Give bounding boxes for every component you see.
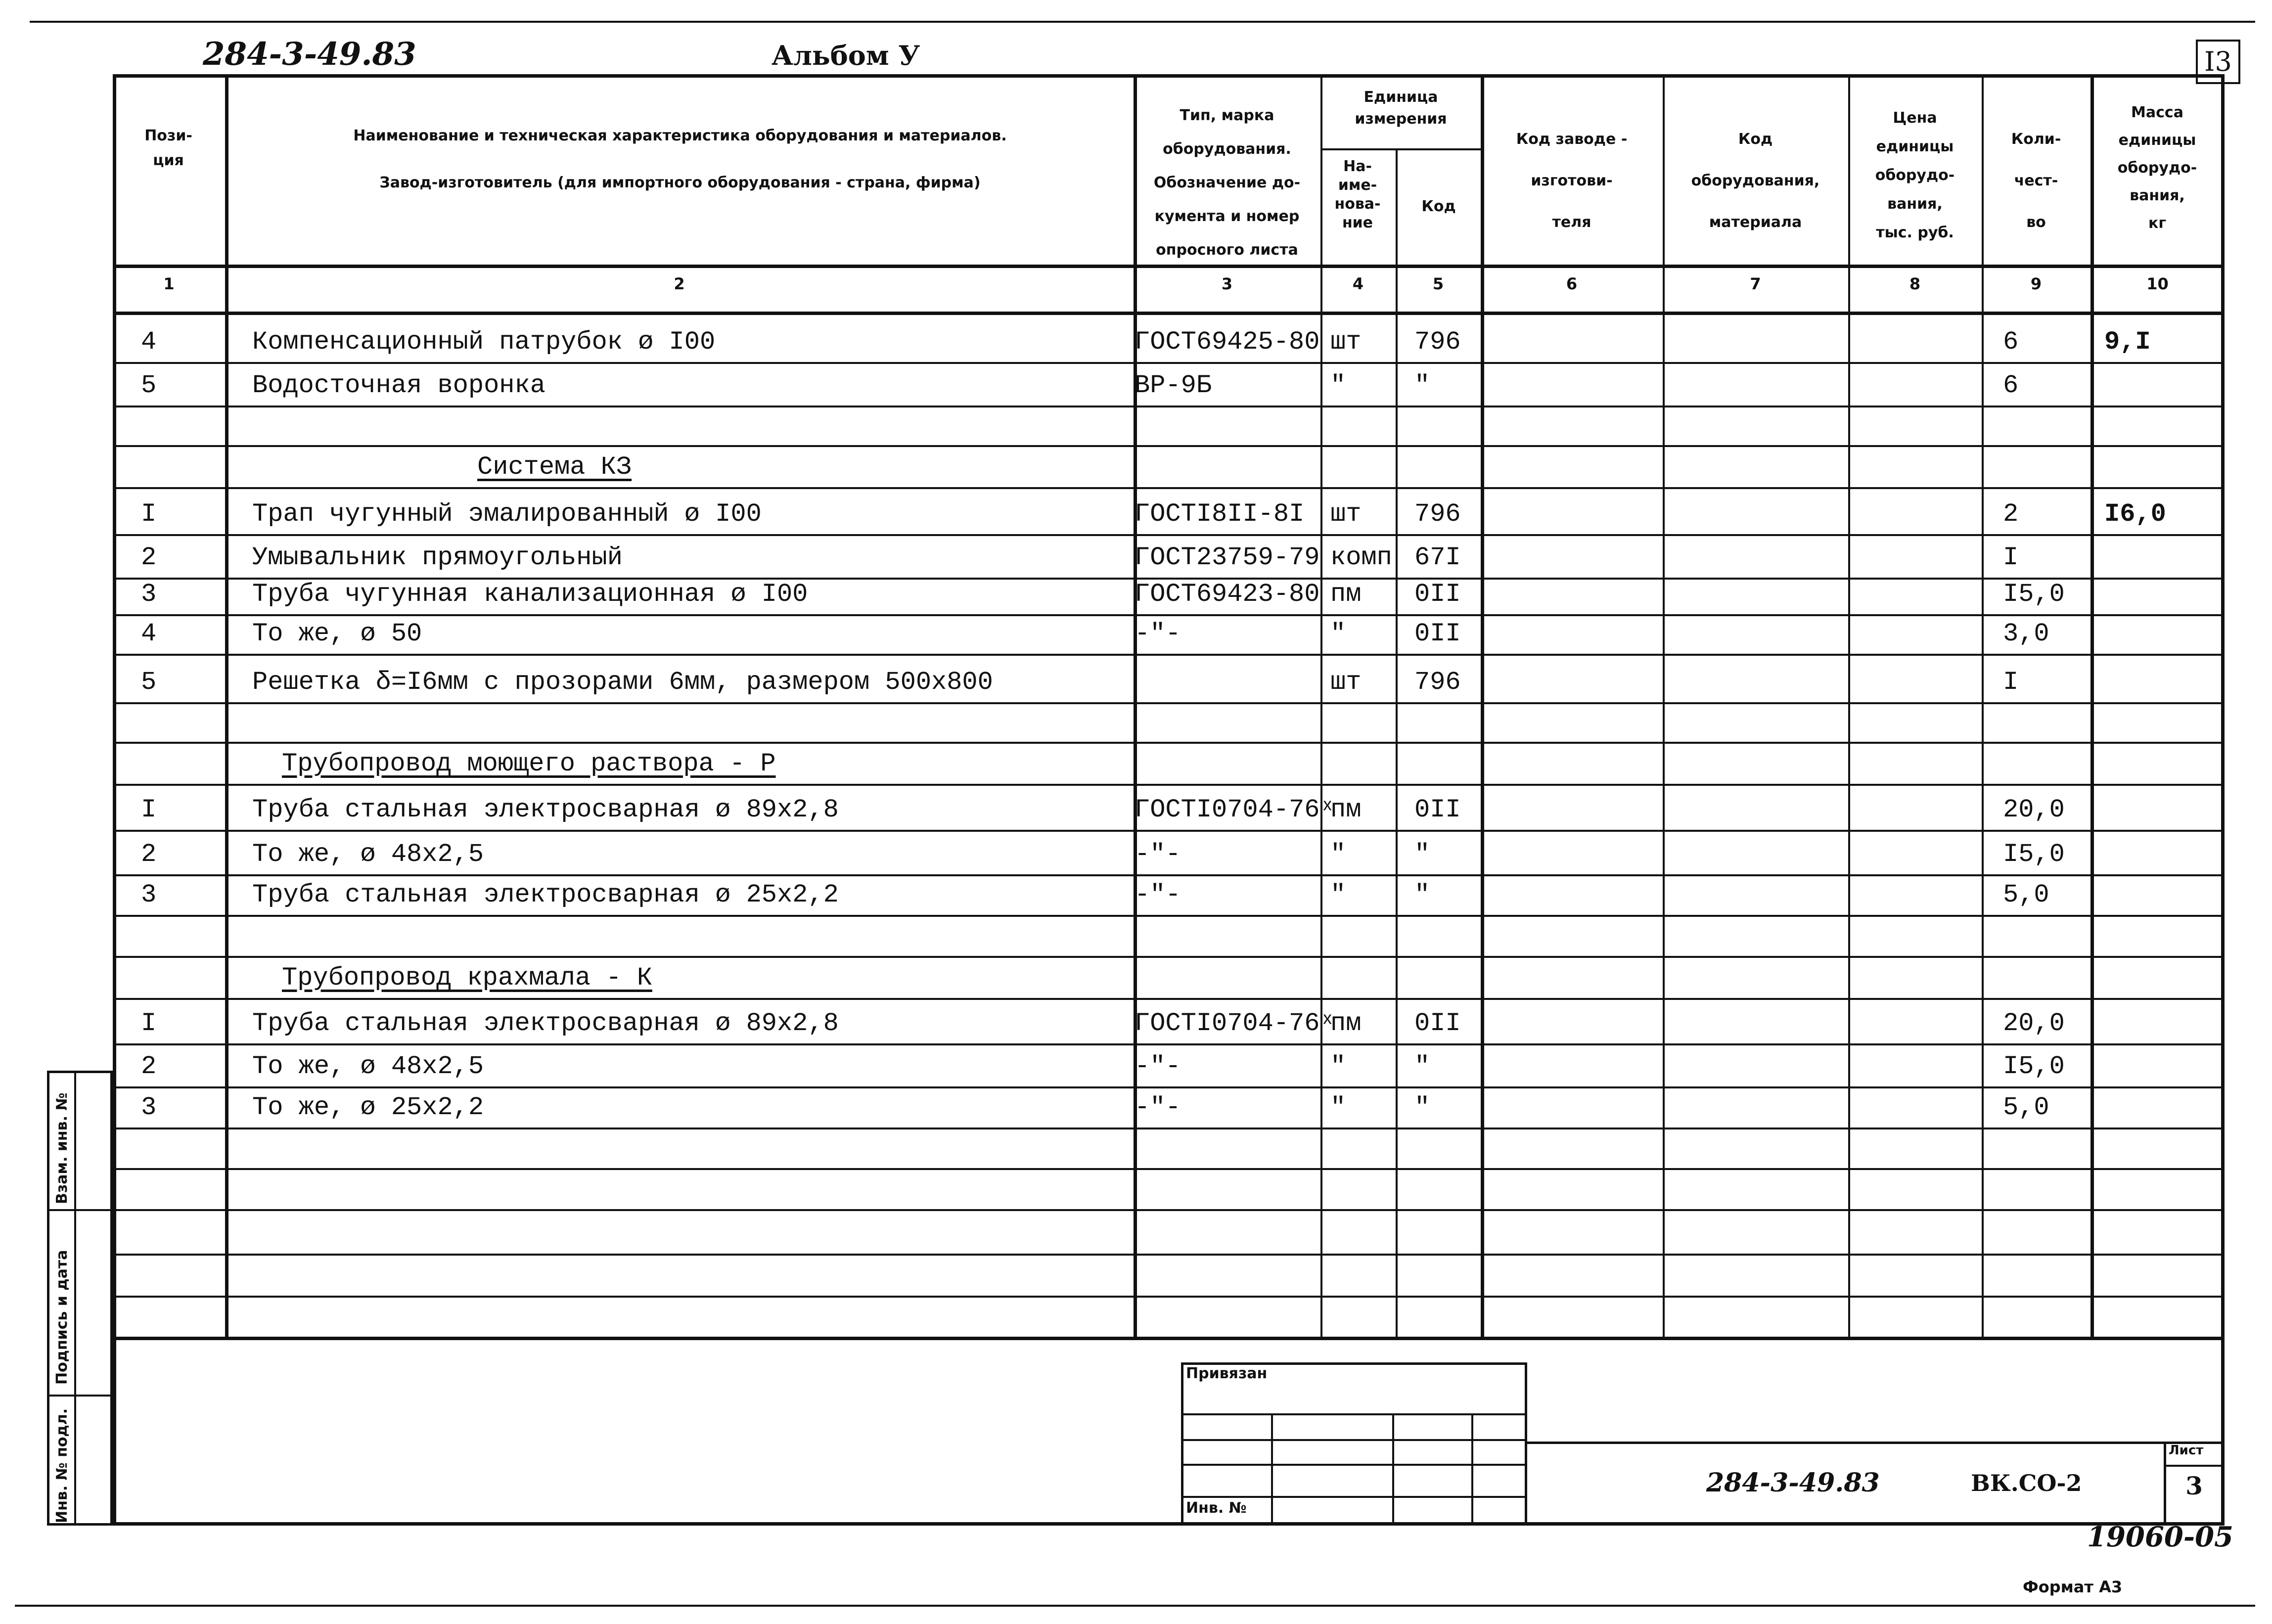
row-line-22	[113, 1254, 2225, 1256]
row-qty: I	[2003, 668, 2019, 697]
column-line-1	[225, 74, 228, 1338]
titleblock-top-line	[1527, 1442, 2225, 1444]
privyazan-vline2	[1392, 1413, 1394, 1526]
row-doc: ГОСТ69425-80	[1135, 327, 1320, 357]
row-name: Труба стальная электросварная ø 25х2,2	[252, 880, 839, 909]
row-line-18	[113, 1086, 2225, 1088]
privyazan-vline3	[1471, 1413, 1473, 1526]
row-position: 3	[141, 880, 157, 909]
row-line-20	[113, 1168, 2225, 1170]
privyazan-line3	[1181, 1464, 1527, 1466]
column-number: 6	[1566, 274, 1578, 293]
side-stamp-sep1	[47, 1209, 113, 1211]
row-line-21	[113, 1209, 2225, 1211]
titleblock-doc-code: 284-3-49.83	[1706, 1468, 1880, 1498]
row-line-11	[113, 784, 2225, 786]
side-label-inv: Инв. № подл.	[53, 1408, 71, 1523]
row-doc: -"-	[1135, 1093, 1181, 1122]
row-line-1	[113, 362, 2225, 364]
column-number: 9	[2030, 274, 2042, 293]
column-number: 10	[2146, 274, 2169, 293]
row-qty: 5,0	[2003, 1093, 2049, 1122]
col3-header: Тип, марка оборудования. Обозначение до- кумента и номер опросного листа	[1153, 107, 1301, 259]
section-heading: Система КЗ	[477, 452, 632, 482]
row-line-23	[113, 1296, 2225, 1298]
side-label-podpis: Подпись и дата	[53, 1250, 71, 1385]
row-qty: I5,0	[2003, 1052, 2065, 1081]
header-bottom-line	[113, 265, 2225, 268]
col1-header: Пози- ция	[144, 127, 192, 169]
bottom-frame	[113, 1338, 2225, 1526]
row-unit: "	[1330, 880, 1346, 909]
format-label: Формат А3	[2023, 1578, 2123, 1596]
row-doc: -"-	[1135, 619, 1181, 648]
row-unit: пм	[1330, 795, 1362, 824]
col6-header: Код заводе - изготови- теля	[1516, 131, 1628, 231]
row-line-15	[113, 956, 2225, 958]
row-line-16	[113, 998, 2225, 1000]
column-line-6	[1663, 74, 1665, 1338]
row-position: 5	[141, 668, 157, 697]
row-line-14	[113, 915, 2225, 917]
row-code: 0II	[1414, 580, 1461, 609]
column-number: 2	[674, 274, 685, 293]
row-name: Труба стальная электросварная ø 89х2,8	[252, 1009, 839, 1038]
row-line-19	[113, 1128, 2225, 1129]
row-line-9	[113, 702, 2225, 704]
privyazan-line2	[1181, 1439, 1527, 1441]
row-qty: 6	[2003, 371, 2019, 400]
row-qty: 5,0	[2003, 880, 2049, 909]
row-position: 2	[141, 543, 157, 572]
column-line-7	[1848, 74, 1850, 1338]
column-line-8	[1982, 74, 1984, 1338]
row-qty: 20,0	[2003, 795, 2065, 824]
row-unit: "	[1330, 1093, 1346, 1122]
column-number-row-line	[113, 312, 2225, 315]
titleblock-sheet-number: 3	[2185, 1471, 2203, 1500]
row-code: 67I	[1414, 543, 1461, 572]
row-name: То же, ø 25х2,2	[252, 1093, 484, 1122]
row-name: Умывальник прямоугольный	[252, 543, 623, 572]
top-border-line	[30, 21, 2255, 23]
row-unit: пм	[1330, 580, 1362, 609]
titleblock-sheet-label: Лист	[2169, 1443, 2204, 1458]
row-line-5	[113, 534, 2225, 536]
row-doc: -"-	[1135, 1052, 1181, 1081]
column-line-3	[1320, 74, 1322, 1338]
column-line-5	[1481, 74, 1484, 1338]
row-line-3	[113, 445, 2225, 447]
row-qty: 3,0	[2003, 619, 2049, 648]
row-unit: шт	[1330, 668, 1362, 697]
col2-header-line1: Наименование и техническая характеристика оборудования и материалов.	[353, 127, 1007, 144]
row-unit: "	[1330, 371, 1346, 400]
row-line-10	[113, 742, 2225, 744]
column-number: 3	[1221, 274, 1233, 293]
row-position: I	[141, 795, 157, 824]
col10-header: Масса единицы оборудо- вания, кг	[2117, 104, 2197, 232]
row-line-13	[113, 874, 2225, 876]
row-code: "	[1414, 840, 1430, 869]
row-code: 0II	[1414, 1009, 1461, 1038]
row-name: Решетка δ=I6мм с прозорами 6мм, размером 500х800	[252, 668, 993, 697]
privyazan-label: Привязан	[1186, 1365, 1268, 1382]
row-qty: 20,0	[2003, 1009, 2065, 1038]
row-qty: I5,0	[2003, 580, 2065, 609]
titleblock-sheet-sep	[2164, 1465, 2225, 1467]
row-position: 5	[141, 371, 157, 400]
row-position: 2	[141, 1052, 157, 1081]
row-qty: I5,0	[2003, 840, 2065, 869]
row-position: 3	[141, 1093, 157, 1122]
row-unit: "	[1330, 840, 1346, 869]
row-code: "	[1414, 1093, 1430, 1122]
row-name: Водосточная воронка	[252, 371, 545, 400]
row-line-2	[113, 406, 2225, 407]
column-line-9	[2090, 74, 2094, 1338]
privyazan-vline1	[1271, 1413, 1273, 1526]
section-heading: Трубопровод моющего раствора - Р	[282, 749, 776, 778]
archive-number: 19060-05	[2087, 1521, 2233, 1553]
row-position: 4	[141, 619, 157, 648]
row-code: "	[1414, 1052, 1430, 1081]
row-doc: ВР-9Б	[1135, 371, 1212, 400]
row-doc: ГОСТ23759-79	[1135, 543, 1320, 572]
inv-no-label: Инв. №	[1186, 1499, 1247, 1517]
section-heading: Трубопровод крахмала - К	[282, 963, 652, 992]
column-number: 8	[1909, 274, 1921, 293]
row-mass: I6,0	[2104, 499, 2166, 529]
row-doc: ГОСТ69423-80	[1135, 580, 1320, 609]
row-code: 796	[1414, 327, 1461, 357]
col7-header: Код оборудования, материала	[1691, 131, 1820, 231]
row-code: 796	[1414, 499, 1461, 529]
column-number: 4	[1352, 274, 1364, 293]
row-unit: комп	[1330, 543, 1392, 572]
row-line-8	[113, 654, 2225, 656]
row-position: 4	[141, 327, 157, 357]
row-unit: пм	[1330, 1009, 1362, 1038]
privyazan-line4	[1181, 1496, 1527, 1498]
row-name: То же, ø 50	[252, 619, 422, 648]
row-unit: шт	[1330, 327, 1362, 357]
row-unit: шт	[1330, 499, 1362, 529]
row-qty: 2	[2003, 499, 2019, 529]
row-doc: -"-	[1135, 840, 1181, 869]
row-mass: 9,I	[2104, 327, 2151, 357]
column-number: 5	[1432, 274, 1444, 293]
titleblock-sheet-code: ВК.СО-2	[1971, 1470, 2082, 1496]
row-qty: 6	[2003, 327, 2019, 357]
row-line-6	[113, 578, 2225, 580]
side-stamp-divider	[74, 1071, 76, 1526]
row-code: 0II	[1414, 795, 1461, 824]
row-unit: "	[1330, 1052, 1346, 1081]
row-doc: -"-	[1135, 880, 1181, 909]
row-line-4	[113, 487, 2225, 489]
row-name: То же, ø 48х2,5	[252, 840, 484, 869]
col2-header-line2: Завод-изготовитель (для импортного оборудования - страна, фирма)	[379, 174, 981, 191]
header-album: Альбом У	[772, 40, 920, 71]
bottom-border-line	[15, 1605, 2255, 1607]
col9-header: Коли- чест- во	[2011, 131, 2061, 231]
row-code: 0II	[1414, 619, 1461, 648]
row-qty: I	[2003, 543, 2019, 572]
row-position: 2	[141, 840, 157, 869]
col45-group-header: Единица измерения	[1355, 89, 1447, 128]
column-number: 1	[163, 274, 175, 293]
row-code: "	[1414, 880, 1430, 909]
row-position: I	[141, 499, 157, 529]
row-doc: ГОСТI0704-76ˣ	[1135, 795, 1335, 824]
column-number: 7	[1750, 274, 1761, 293]
row-line-17	[113, 1043, 2225, 1045]
unit-group-line	[1320, 148, 1481, 150]
row-doc: ГОСТI0704-76ˣ	[1135, 1009, 1335, 1038]
page-number: I3	[2204, 46, 2232, 77]
row-position: 3	[141, 580, 157, 609]
side-stamp-sep2	[47, 1395, 113, 1397]
row-name: Компенсационный патрубок ø I00	[252, 327, 716, 357]
header-doc-code: 284-3-49.83	[203, 36, 416, 73]
col8-header: Цена единицы оборудо- вания, тыс. руб.	[1875, 109, 1955, 241]
column-line-2	[1134, 74, 1137, 1338]
row-code: "	[1414, 371, 1430, 400]
row-name: Труба чугунная канализационная ø I00	[252, 580, 808, 609]
row-line-12	[113, 830, 2225, 832]
col5-header: Код	[1421, 198, 1456, 215]
row-doc: ГОСТI8II-8I	[1135, 499, 1305, 529]
row-name: То же, ø 48х2,5	[252, 1052, 484, 1081]
row-code: 796	[1414, 668, 1461, 697]
row-name: Трап чугунный эмалированный ø I00	[252, 499, 762, 529]
row-position: I	[141, 1009, 157, 1038]
col4-header: На- име- нова- ние	[1334, 158, 1381, 231]
side-label-vzam: Взам. инв. №	[53, 1092, 71, 1204]
privyazan-line1	[1181, 1413, 1527, 1415]
row-line-7	[113, 614, 2225, 616]
row-name: Труба стальная электросварная ø 89х2,8	[252, 795, 839, 824]
row-unit: "	[1330, 619, 1346, 648]
